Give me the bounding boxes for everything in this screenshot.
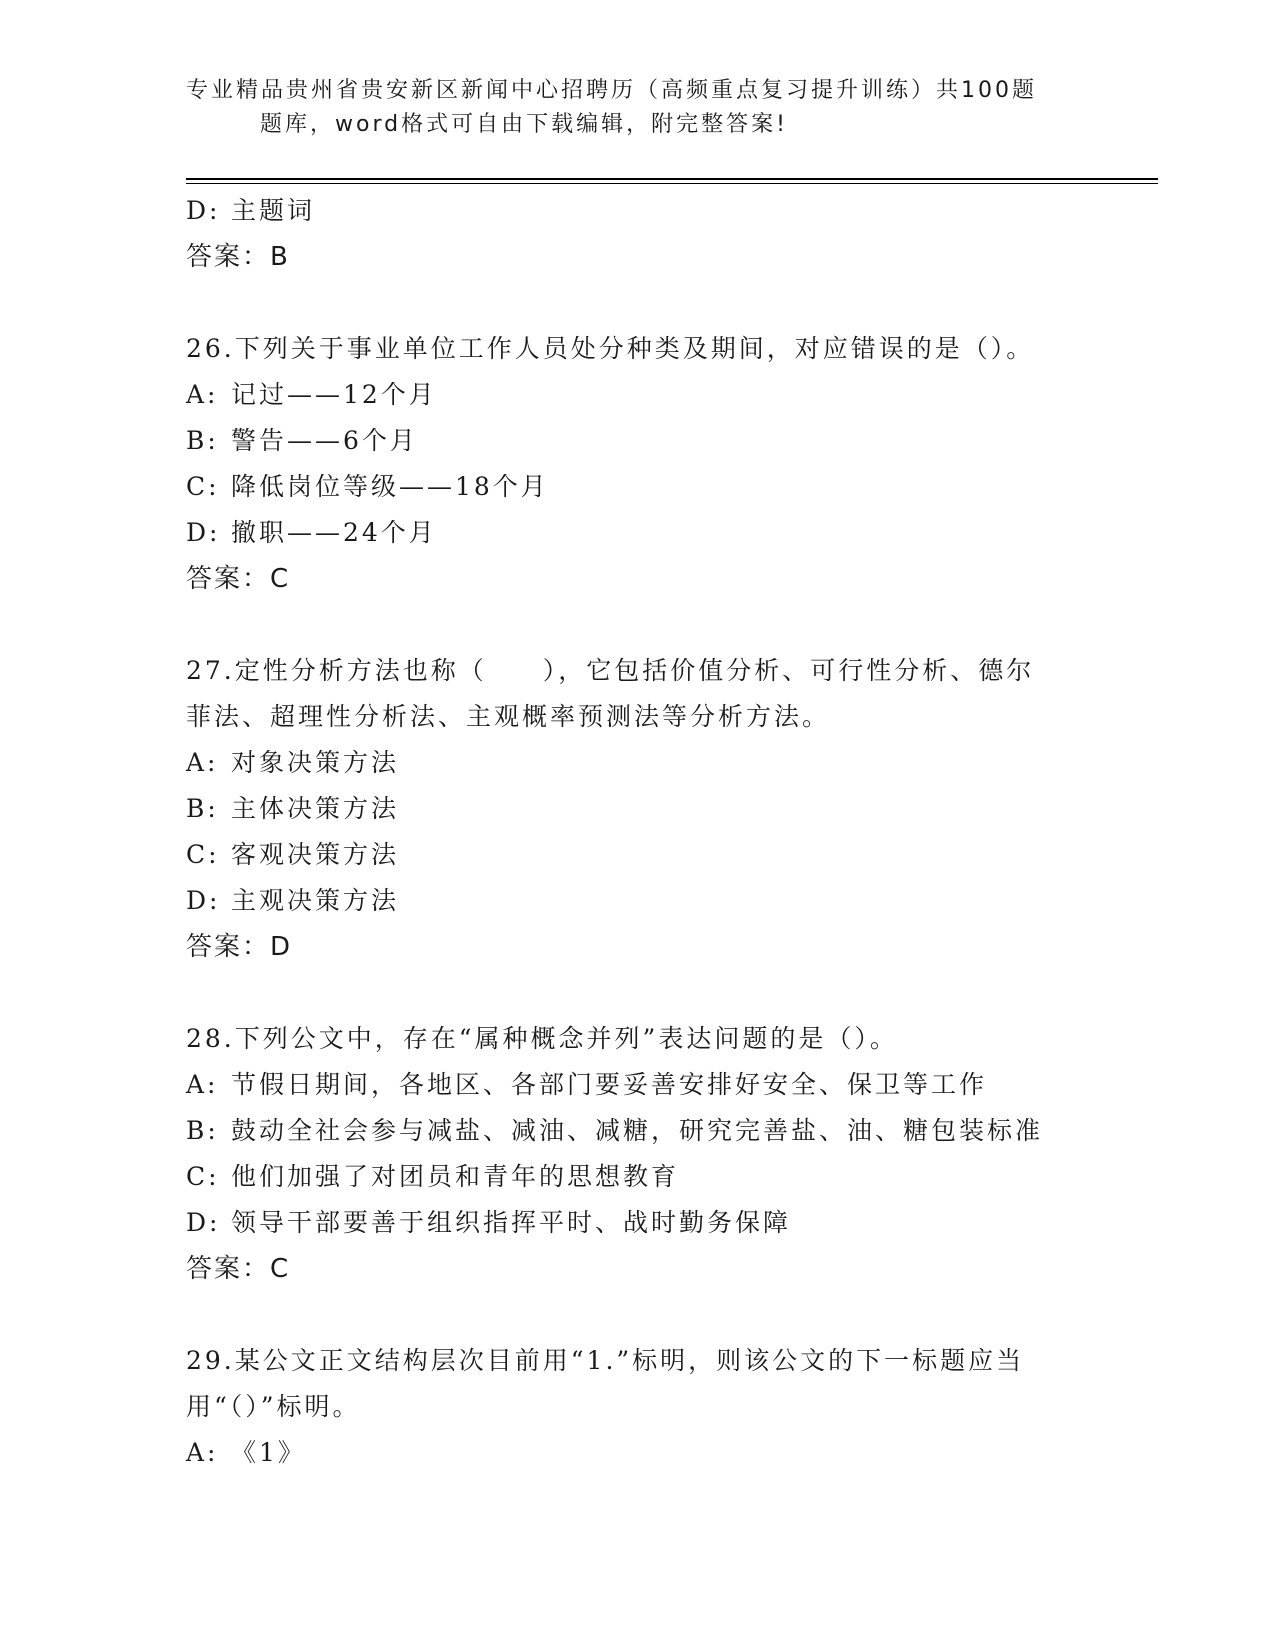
option-d bbox=[186, 1200, 1086, 1246]
option-a bbox=[186, 372, 1086, 418]
option-label: D: bbox=[186, 518, 221, 547]
question-stem-continued: 菲法、超理性分析法、主观概率预测法等分析方法。 bbox=[186, 702, 831, 731]
option-text: 记过——12个月 bbox=[231, 380, 437, 409]
option-b bbox=[186, 1108, 1086, 1154]
option-d bbox=[186, 188, 1086, 234]
option-text: 主题词 bbox=[231, 196, 316, 225]
answer-line: 答案：C bbox=[186, 564, 291, 594]
option-d bbox=[186, 510, 1086, 556]
option-text: 降低岗位等级——18个月 bbox=[231, 472, 549, 501]
option-c bbox=[186, 464, 1086, 510]
option-text: 主观决策方法 bbox=[231, 886, 400, 915]
option-label: C: bbox=[186, 840, 220, 869]
option-b bbox=[186, 786, 1086, 832]
spacer bbox=[186, 1292, 1086, 1338]
option-text: 客观决策方法 bbox=[231, 840, 400, 869]
header-title-line2: 题库，word格式可自由下载编辑，附完整答案! bbox=[260, 112, 788, 137]
option-text: 《1》 bbox=[231, 1438, 306, 1467]
question-stem: 28.下列公文中，存在“属种概念并列”表达问题的是（）。 bbox=[186, 1024, 898, 1053]
option-text: 撤职——24个月 bbox=[231, 518, 437, 547]
option-c bbox=[186, 832, 1086, 878]
question-stem: 26.下列关于事业单位工作人员处分种类及期间，对应错误的是（）。 bbox=[186, 334, 1035, 363]
option-label: A: bbox=[186, 380, 219, 409]
answer-line: 答案：D bbox=[186, 932, 293, 962]
option-a bbox=[186, 1062, 1086, 1108]
option-c bbox=[186, 1154, 1086, 1200]
spacer bbox=[186, 970, 1086, 1016]
option-label: A: bbox=[186, 748, 219, 777]
spacer bbox=[186, 602, 1086, 648]
header-title-line1: 专业精品贵州省贵安新区新闻中心招聘历（高频重点复习提升训练）共100题 bbox=[186, 78, 1037, 103]
question-stem-continued: 用“（）”标明。 bbox=[186, 1392, 361, 1421]
option-d bbox=[186, 878, 1086, 924]
option-text: 鼓动全社会参与减盐、减油、减糖，研究完善盐、油、糖包装标准 bbox=[231, 1116, 1044, 1145]
option-label: D: bbox=[186, 1208, 221, 1237]
option-text: 警告——6个月 bbox=[231, 426, 418, 455]
page-header bbox=[186, 74, 1166, 142]
option-text: 领导干部要善于组织指挥平时、战时勤务保障 bbox=[231, 1208, 792, 1237]
spacer bbox=[186, 280, 1086, 326]
option-text: 他们加强了对团员和青年的思想教育 bbox=[231, 1162, 680, 1191]
option-label: A: bbox=[186, 1438, 219, 1467]
option-label: C: bbox=[186, 472, 220, 501]
option-label: D: bbox=[186, 196, 221, 225]
option-label: C: bbox=[186, 1162, 220, 1191]
answer-line: 答案：C bbox=[186, 1254, 291, 1284]
question-list bbox=[186, 188, 1086, 1476]
option-text: 节假日期间，各地区、各部门要妥善安排好安全、保卫等工作 bbox=[231, 1070, 988, 1099]
option-label: A: bbox=[186, 1070, 219, 1099]
option-label: B: bbox=[186, 1116, 219, 1145]
answer-line: 答案：B bbox=[186, 242, 290, 272]
header-rule-thick bbox=[186, 178, 1158, 180]
question-stem: 27.定性分析方法也称（ ），它包括价值分析、可行性分析、德尔 bbox=[186, 656, 1035, 685]
option-label: B: bbox=[186, 426, 219, 455]
option-text: 主体决策方法 bbox=[231, 794, 400, 823]
question-stem: 29.某公文正文结构层次目前用“1.”标明，则该公文的下一标题应当 bbox=[186, 1346, 1025, 1375]
option-label: D: bbox=[186, 886, 221, 915]
header-rule-thin bbox=[186, 183, 1158, 184]
option-text: 对象决策方法 bbox=[231, 748, 400, 777]
option-a bbox=[186, 740, 1086, 786]
option-b bbox=[186, 418, 1086, 464]
option-a bbox=[186, 1430, 1086, 1476]
option-label: B: bbox=[186, 794, 219, 823]
